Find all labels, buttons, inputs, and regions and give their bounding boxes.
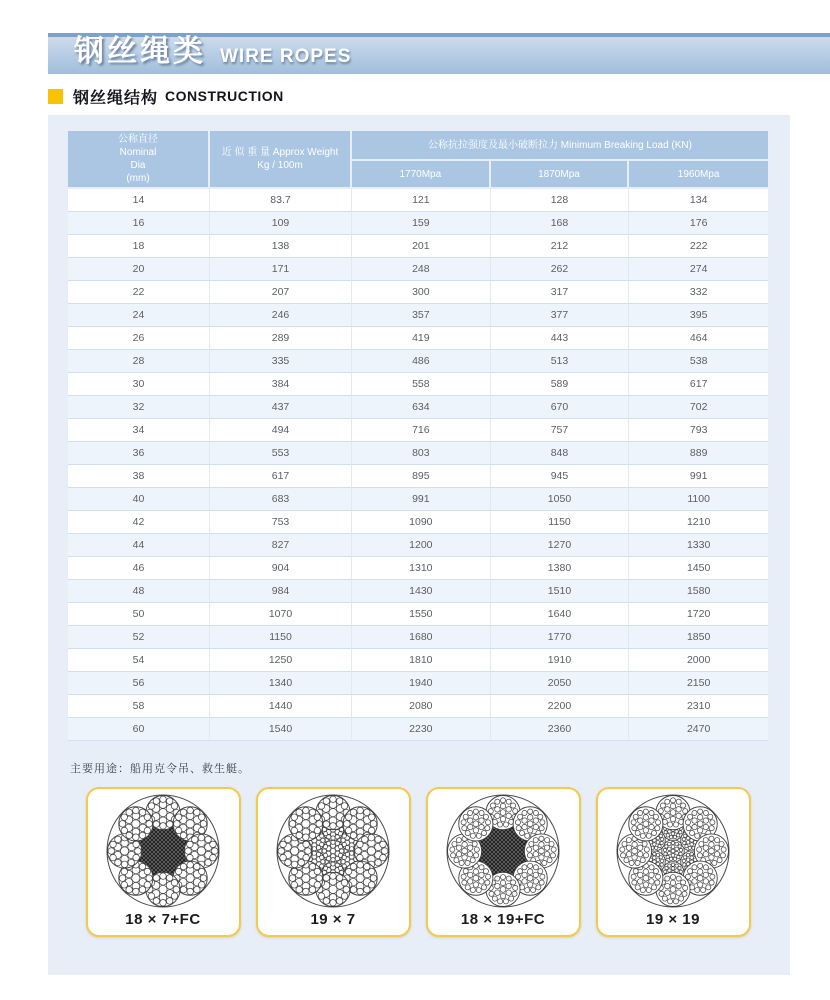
table-cell: 753 <box>210 511 352 534</box>
table-row <box>68 281 768 304</box>
table-cell: 1310 <box>352 557 491 580</box>
table-cell: 300 <box>352 281 491 304</box>
table-cell: 16 <box>68 212 210 235</box>
section-title-en: CONSTRUCTION <box>165 88 284 104</box>
table-cell: 121 <box>352 189 491 212</box>
table-row <box>68 373 768 396</box>
table-cell: 2230 <box>352 718 491 741</box>
table-cell: 1540 <box>210 718 352 741</box>
page-banner <box>48 33 830 74</box>
table-cell: 757 <box>491 419 630 442</box>
rope-cross-section-19x19 <box>598 792 748 910</box>
table-cell: 558 <box>352 373 491 396</box>
rope-cross-section-18x7FC <box>88 792 238 910</box>
table-cell: 494 <box>210 419 352 442</box>
table-cell: 24 <box>68 304 210 327</box>
table-cell: 1270 <box>491 534 630 557</box>
table-cell: 1550 <box>352 603 491 626</box>
table-cell: 60 <box>68 718 210 741</box>
table-cell: 134 <box>629 189 768 212</box>
table-cell: 702 <box>629 396 768 419</box>
table-row <box>68 350 768 373</box>
table-cell: 34 <box>68 419 210 442</box>
table-cell: 40 <box>68 488 210 511</box>
table-cell: 1150 <box>491 511 630 534</box>
table-cell: 443 <box>491 327 630 350</box>
table-cell: 1440 <box>210 695 352 718</box>
table-cell: 201 <box>352 235 491 258</box>
spec-table <box>68 131 768 741</box>
table-cell: 2050 <box>491 672 630 695</box>
table-row <box>68 488 768 511</box>
table-cell: 1090 <box>352 511 491 534</box>
table-row <box>68 212 768 235</box>
table-row <box>68 189 768 212</box>
table-cell: 52 <box>68 626 210 649</box>
rope-cross-section-19x7 <box>258 792 408 910</box>
table-cell: 1050 <box>491 488 630 511</box>
table-cell: 2200 <box>491 695 630 718</box>
table-row <box>68 258 768 281</box>
section-header <box>48 86 284 106</box>
rope-diagram-row <box>68 787 768 939</box>
table-cell: 48 <box>68 580 210 603</box>
rope-diagram-card <box>86 787 241 937</box>
table-cell: 945 <box>491 465 630 488</box>
table-cell: 54 <box>68 649 210 672</box>
table-cell: 437 <box>210 396 352 419</box>
section-title-zh: 钢丝绳结构 <box>73 89 159 107</box>
table-cell: 20 <box>68 258 210 281</box>
table-cell: 1720 <box>629 603 768 626</box>
col-header-diameter: 公称直径 Nominal Dia (mm) <box>68 131 210 189</box>
table-cell: 28 <box>68 350 210 373</box>
table-cell: 464 <box>629 327 768 350</box>
table-cell: 248 <box>352 258 491 281</box>
table-cell: 895 <box>352 465 491 488</box>
table-row <box>68 442 768 465</box>
table-cell: 22 <box>68 281 210 304</box>
table-cell: 1210 <box>629 511 768 534</box>
banner-title-en: WIRE ROPES <box>220 46 352 67</box>
rope-diagram-card <box>256 787 411 937</box>
table-cell: 1680 <box>352 626 491 649</box>
table-cell: 1150 <box>210 626 352 649</box>
col-header-breaking-load: 公称抗拉强度及最小破断拉力 Minimum Breaking Load (KN) <box>352 131 768 161</box>
table-cell: 827 <box>210 534 352 557</box>
table-cell: 1910 <box>491 649 630 672</box>
table-cell: 889 <box>629 442 768 465</box>
table-cell: 246 <box>210 304 352 327</box>
table-cell: 803 <box>352 442 491 465</box>
table-cell: 670 <box>491 396 630 419</box>
table-cell: 1430 <box>352 580 491 603</box>
table-cell: 553 <box>210 442 352 465</box>
table-cell: 377 <box>491 304 630 327</box>
table-cell: 332 <box>629 281 768 304</box>
table-cell: 14 <box>68 189 210 212</box>
table-cell: 991 <box>629 465 768 488</box>
table-cell: 1070 <box>210 603 352 626</box>
rope-construction-label: 19 × 7 <box>310 911 356 928</box>
yellow-square-bullet-icon <box>48 89 63 104</box>
table-cell: 617 <box>629 373 768 396</box>
table-cell: 42 <box>68 511 210 534</box>
table-cell: 357 <box>352 304 491 327</box>
table-row <box>68 695 768 718</box>
table-row <box>68 603 768 626</box>
table-cell: 46 <box>68 557 210 580</box>
table-row <box>68 557 768 580</box>
rope-diagram-card <box>596 787 751 937</box>
table-cell: 109 <box>210 212 352 235</box>
rope-construction-label: 18 × 19+FC <box>460 911 546 928</box>
table-cell: 50 <box>68 603 210 626</box>
table-cell: 38 <box>68 465 210 488</box>
table-row <box>68 465 768 488</box>
table-cell: 1640 <box>491 603 630 626</box>
grade-header-1770mpa: 1770Mpa <box>352 161 491 189</box>
table-cell: 176 <box>629 212 768 235</box>
table-cell: 2150 <box>629 672 768 695</box>
table-cell: 138 <box>210 235 352 258</box>
table-cell: 317 <box>491 281 630 304</box>
table-cell: 222 <box>629 235 768 258</box>
table-row <box>68 534 768 557</box>
table-cell: 335 <box>210 350 352 373</box>
table-cell: 1450 <box>629 557 768 580</box>
table-row <box>68 396 768 419</box>
table-cell: 36 <box>68 442 210 465</box>
table-row <box>68 649 768 672</box>
grade-header-1960mpa: 1960Mpa <box>629 161 768 189</box>
table-cell: 1100 <box>629 488 768 511</box>
table-row <box>68 327 768 350</box>
table-cell: 793 <box>629 419 768 442</box>
rope-cross-section-18x19FC <box>428 792 578 910</box>
table-row <box>68 235 768 258</box>
table-cell: 44 <box>68 534 210 557</box>
table-row <box>68 304 768 327</box>
table-cell: 1940 <box>352 672 491 695</box>
table-cell: 207 <box>210 281 352 304</box>
spec-table-body <box>68 189 768 741</box>
table-cell: 58 <box>68 695 210 718</box>
table-cell: 56 <box>68 672 210 695</box>
table-cell: 1250 <box>210 649 352 672</box>
table-cell: 159 <box>352 212 491 235</box>
table-cell: 274 <box>629 258 768 281</box>
table-cell: 26 <box>68 327 210 350</box>
table-cell: 538 <box>629 350 768 373</box>
table-cell: 2360 <box>491 718 630 741</box>
table-row <box>68 718 768 741</box>
table-cell: 171 <box>210 258 352 281</box>
table-row <box>68 672 768 695</box>
table-row <box>68 419 768 442</box>
table-cell: 1510 <box>491 580 630 603</box>
table-cell: 2080 <box>352 695 491 718</box>
content-panel <box>48 115 790 975</box>
table-cell: 513 <box>491 350 630 373</box>
table-cell: 1770 <box>491 626 630 649</box>
table-cell: 1340 <box>210 672 352 695</box>
rope-diagram-card <box>426 787 581 937</box>
table-cell: 1810 <box>352 649 491 672</box>
table-cell: 32 <box>68 396 210 419</box>
table-cell: 848 <box>491 442 630 465</box>
table-cell: 991 <box>352 488 491 511</box>
table-row <box>68 511 768 534</box>
table-cell: 83.7 <box>210 189 352 212</box>
table-cell: 1580 <box>629 580 768 603</box>
rope-construction-label: 18 × 7+FC <box>125 911 201 928</box>
table-cell: 1200 <box>352 534 491 557</box>
table-cell: 395 <box>629 304 768 327</box>
table-cell: 617 <box>210 465 352 488</box>
table-row <box>68 626 768 649</box>
table-cell: 419 <box>352 327 491 350</box>
table-cell: 589 <box>491 373 630 396</box>
table-cell: 1380 <box>491 557 630 580</box>
table-cell: 486 <box>352 350 491 373</box>
table-cell: 212 <box>491 235 630 258</box>
grade-header-1870mpa: 1870Mpa <box>491 161 630 189</box>
table-cell: 984 <box>210 580 352 603</box>
rope-construction-label: 19 × 19 <box>646 911 700 928</box>
table-cell: 18 <box>68 235 210 258</box>
table-row <box>68 580 768 603</box>
table-cell: 2470 <box>629 718 768 741</box>
table-cell: 262 <box>491 258 630 281</box>
usage-note: 主要用途：船用克令吊、救生艇。 <box>70 763 250 775</box>
table-cell: 168 <box>491 212 630 235</box>
col-header-weight: 近 似 重 量 Approx Weight Kg / 100m <box>210 131 352 189</box>
table-cell: 904 <box>210 557 352 580</box>
spec-table-header <box>68 131 768 189</box>
table-cell: 634 <box>352 396 491 419</box>
table-cell: 716 <box>352 419 491 442</box>
table-cell: 1850 <box>629 626 768 649</box>
table-cell: 30 <box>68 373 210 396</box>
table-cell: 683 <box>210 488 352 511</box>
table-cell: 1330 <box>629 534 768 557</box>
table-cell: 128 <box>491 189 630 212</box>
table-cell: 384 <box>210 373 352 396</box>
table-cell: 289 <box>210 327 352 350</box>
table-cell: 2310 <box>629 695 768 718</box>
table-cell: 2000 <box>629 649 768 672</box>
banner-title-zh: 钢丝绳类 <box>74 35 206 68</box>
